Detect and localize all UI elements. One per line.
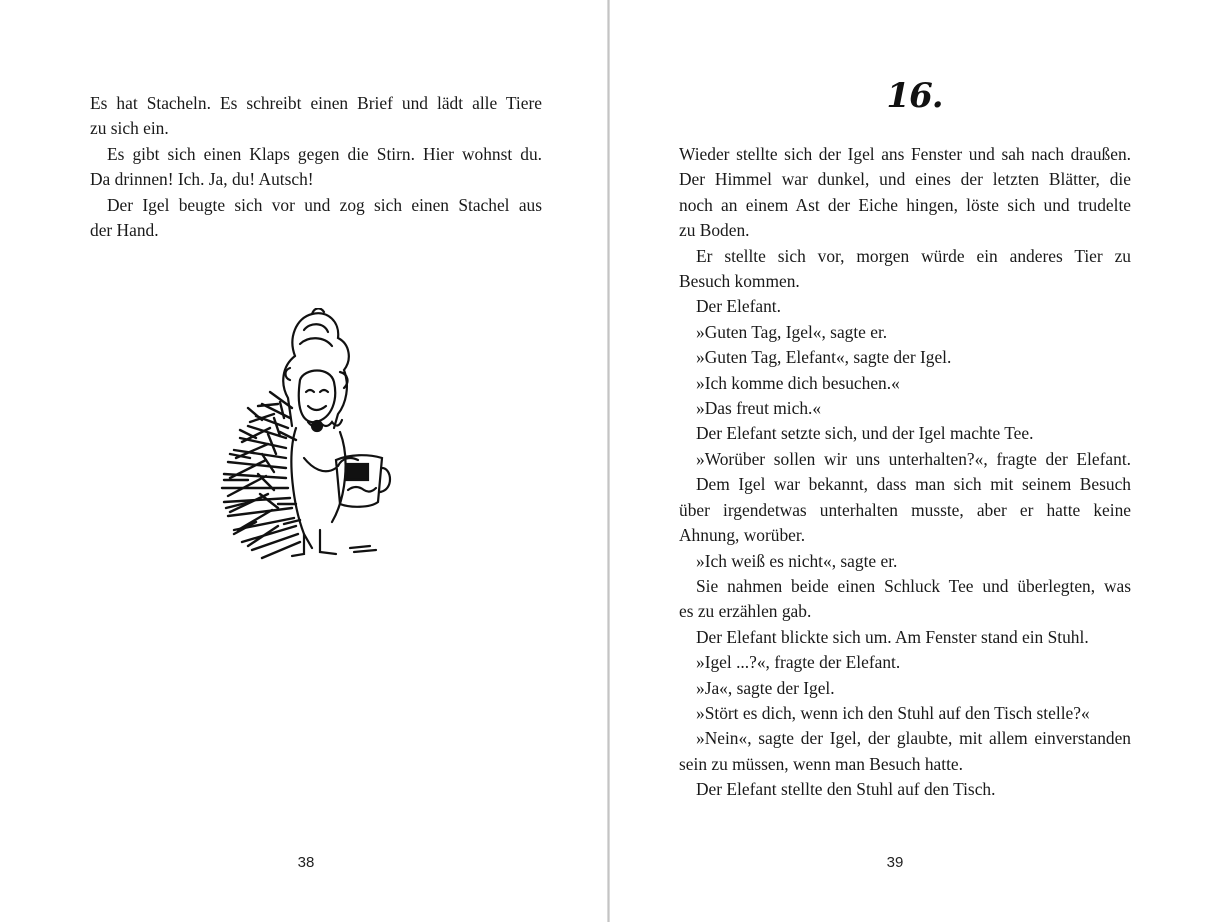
right-page-text <box>679 142 1131 803</box>
text-line: Da drinnen! Ich. Ja, du! Autsch! <box>90 169 314 190</box>
text-line: zu sich ein. <box>90 118 169 139</box>
text-line: Der Elefant. <box>696 296 781 317</box>
text-line: »Nein«, sagte der Igel, der glaubte, mit allem einverstanden <box>696 728 1131 749</box>
right-page <box>611 0 1218 922</box>
text-line: sein zu müssen, wenn man Besuch hatte. <box>679 753 963 774</box>
text-line: »Worüber sollen wir uns unterhalten?«, fragte der Elefant. <box>696 448 1131 469</box>
text-line: Der Elefant setzte sich, und der Igel machte Tee. <box>696 423 1034 444</box>
left-page-text <box>90 91 542 243</box>
text-line: Er stellte sich vor, morgen würde ein anderes Tier zu <box>696 245 1131 266</box>
text-line: »Guten Tag, Elefant«, sagte der Igel. <box>696 347 952 368</box>
text-line: Es gibt sich einen Klaps gegen die Stirn. Hier wohnst du. <box>107 143 542 164</box>
chapter-number: 16. <box>886 76 943 116</box>
text-line: Sie nahmen beide einen Schluck Tee und überlegten, was <box>696 575 1131 596</box>
text-line: es zu erzählen gab. <box>679 601 812 622</box>
page-number: 39 <box>886 854 904 871</box>
text-line: noch an einem Ast der Eiche hingen, löste sich und trudelte <box>679 194 1131 215</box>
text-line: »Ich komme dich besuchen.« <box>696 372 900 393</box>
text-line: »Guten Tag, Igel«, sagte er. <box>696 321 888 342</box>
hedgehog-with-chair-illustration <box>200 308 400 568</box>
text-line: Der Igel beugte sich vor und zog sich einen Stachel aus <box>107 194 542 215</box>
text-line: Dem Igel war bekannt, dass man sich mit seinem Besuch <box>696 474 1131 495</box>
text-line: Der Himmel war dunkel, und eines der letzten Blätter, die <box>679 169 1131 190</box>
text-line: Wieder stellte sich der Igel ans Fenster und sah nach draußen. <box>679 144 1131 164</box>
text-line: »Igel ...?«, fragte der Elefant. <box>696 652 901 673</box>
text-line: der Hand. <box>90 220 159 241</box>
text-line: über irgendetwas unterhalten musste, aber er hatte keine <box>679 499 1131 520</box>
text-line: »Das freut mich.« <box>696 398 822 419</box>
text-line: zu Boden. <box>679 220 750 241</box>
page-number: 38 <box>297 854 315 871</box>
text-line: »Stört es dich, wenn ich den Stuhl auf den Tisch stelle?« <box>696 702 1090 723</box>
left-page <box>0 0 608 922</box>
text-line: Der Elefant blickte sich um. Am Fenster stand ein Stuhl. <box>696 626 1089 647</box>
text-line: »Ja«, sagte der Igel. <box>696 677 835 698</box>
text-line: Der Elefant stellte den Stuhl auf den Tisch. <box>696 779 996 800</box>
text-line: Ahnung, worüber. <box>679 525 806 546</box>
text-line: Es hat Stacheln. Es schreibt einen Brief und lädt alle Tiere <box>90 93 542 113</box>
text-line: »Ich weiß es nicht«, sagte er. <box>696 550 898 571</box>
book-gutter <box>607 0 610 922</box>
text-line: Besuch kommen. <box>679 271 800 292</box>
